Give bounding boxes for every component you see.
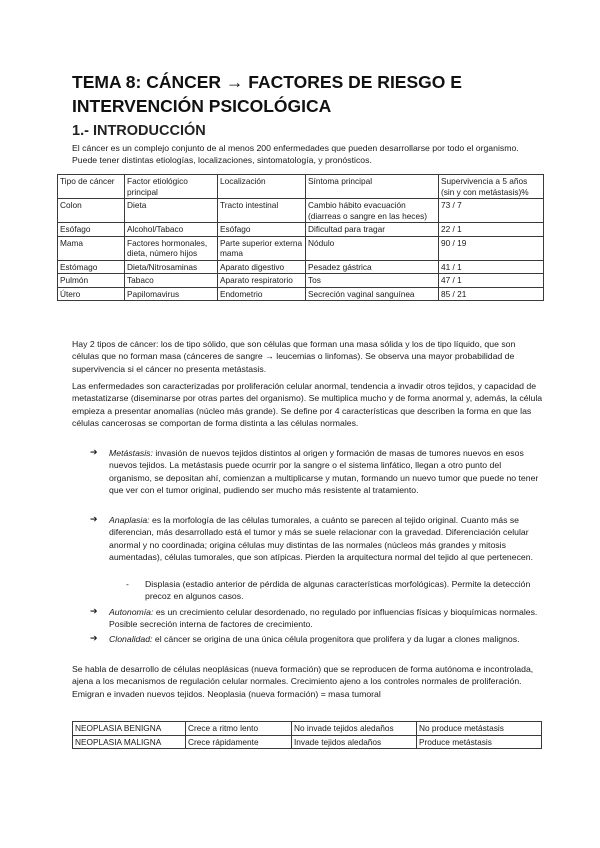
- table-cell: Tos: [306, 274, 439, 288]
- bullet-term: Anaplasia:: [109, 515, 150, 525]
- bullet-term: Autonomía:: [109, 607, 154, 617]
- table-cell: Dificultad para tragar: [306, 223, 439, 237]
- section-heading-introduccion: 1.- INTRODUCCIÓN: [72, 123, 206, 139]
- table-cell: Esófago: [218, 223, 306, 237]
- table-cell: Papilomavirus: [125, 287, 218, 301]
- table-cell: 90 / 19: [439, 236, 544, 260]
- sub-bullet-displasia: [126, 578, 546, 603]
- table-cell: NEOPLASIA MALIGNA: [73, 735, 186, 749]
- table-cell: Endometrio: [218, 287, 306, 301]
- bullet-term: Clonalidad:: [109, 634, 153, 644]
- table-cell: 41 / 1: [439, 260, 544, 274]
- table-cell: 47 / 1: [439, 274, 544, 288]
- table-cell: Pulmón: [58, 274, 125, 288]
- table-cell: Útero: [58, 287, 125, 301]
- table-cell: Tabaco: [125, 274, 218, 288]
- table-cell: Produce metástasis: [417, 735, 542, 749]
- two-types-paragraph: Hay 2 tipos de cáncer: los de tipo sólido, que son células que forman una masa sólida y los de tipo líquido, que son células que no forman masa (cánceres de sangre → leucemias o linfomas). Se observa una mayor probabilidad de supervivencia si el cáncer no presenta metástasis.: [72, 339, 516, 374]
- table-cell: Supervivencia a 5 años (sin y con metástasis)%: [439, 175, 544, 199]
- table-cell: Dieta: [125, 199, 218, 223]
- bullet-text: es un crecimiento celular desordenado, no regulado por influencias físicas y bioquímicas normales. Posible secreción interna de factores de crecimiento.: [109, 607, 538, 630]
- table-cell: Localización: [218, 175, 306, 199]
- bullet-term: Metástasis:: [109, 448, 153, 458]
- table-row: [73, 722, 542, 736]
- arrow-bullet-icon: ➔: [90, 515, 98, 525]
- dash-bullet-icon: -: [126, 579, 129, 589]
- arrow-bullet-icon: ➔: [90, 448, 98, 458]
- table-cell: Aparato digestivo: [218, 260, 306, 274]
- table-cell: NEOPLASIA BENIGNA: [73, 722, 186, 736]
- table-cell: Factores hormonales, dieta, número hijos: [125, 236, 218, 260]
- table-cell: Factor etiológico principal: [125, 175, 218, 199]
- table-cell: Pesadez gástrica: [306, 260, 439, 274]
- bullet-text: el cáncer se origina de una única célula progenitora que prolifera y da lugar a clones malignos.: [152, 634, 520, 644]
- cancer-types-table: [57, 174, 544, 301]
- table-cell: Mama: [58, 236, 125, 260]
- table-cell: 85 / 21: [439, 287, 544, 301]
- table-row: [58, 287, 544, 301]
- table-cell: Invade tejidos aledaños: [292, 735, 417, 749]
- table-cell: Aparato respiratorio: [218, 274, 306, 288]
- table-cell: Estómago: [58, 260, 125, 274]
- table-cell: Colon: [58, 199, 125, 223]
- document-title: TEMA 8: CÁNCER → FACTORES DE RIESGO E INTERVENCIÓN PSICOLÓGICA: [72, 72, 462, 116]
- table-cell: Alcohol/Tabaco: [125, 223, 218, 237]
- table-cell: 73 / 7: [439, 199, 544, 223]
- table-cell: Tracto intestinal: [218, 199, 306, 223]
- table-row: [58, 274, 544, 288]
- table-cell: Síntoma principal: [306, 175, 439, 199]
- table-row: [58, 223, 544, 237]
- table-cell: Nódulo: [306, 236, 439, 260]
- table-cell: Crece rápidamente: [186, 735, 292, 749]
- displasia-text: Displasia (estadio anterior de pérdida de algunas características morfológicas). Permite la detección precoz en algunos casos.: [145, 579, 531, 602]
- arrow-bullet-icon: ➔: [90, 634, 98, 644]
- table-row: [73, 735, 542, 749]
- table-cell: 22 / 1: [439, 223, 544, 237]
- table-cell: Parte superior externa mama: [218, 236, 306, 260]
- bullet-clonalidad: [90, 633, 546, 645]
- table-cell: No invade tejidos aledaños: [292, 722, 417, 736]
- neoplasia-table: [72, 721, 542, 749]
- table-cell: Crece a ritmo lento: [186, 722, 292, 736]
- table-cell: Dieta/Nitrosaminas: [125, 260, 218, 274]
- table-cell: Cambio hábito evacuación (diarreas o sangre en las heces): [306, 199, 439, 223]
- table-cell: No produce metástasis: [417, 722, 542, 736]
- table-row: [58, 260, 544, 274]
- neoplasia-paragraph: Se habla de desarrollo de células neoplásicas (nueva formación) que se reproducen de forma autónoma e incontrolada, ajena a los mecanismos de regulación celular normales. Crecimiento ajeno a los controles normales de proliferación. Emigran e invaden nuevos tejidos. Neoplasia (nueva formación) = masa tumoral: [72, 664, 534, 699]
- table-cell: Esófago: [58, 223, 125, 237]
- bullet-text: es la morfología de las células tumorales, a cuánto se parecen al tejido original. Cuanto más se diferencian, más desarrollado está el tumor y más se suele relacionar con la gravedad. Diferenciación celular anormal y no coordinada; origina células muy distintas de las normales (núcleos más grandes y mitosis aumentadas), células tumorales, que son atípicas. Pierden la arquitectura normal del tejido al que pertenecen.: [109, 515, 534, 563]
- table-row: [58, 236, 544, 260]
- table-cell: Secreción vaginal sanguínea: [306, 287, 439, 301]
- table-cell: Tipo de cáncer: [58, 175, 125, 199]
- bullet-text: invasión de nuevos tejidos distintos al origen y formación de masas de tumores nuevos en esos nuevos tejidos. La metástasis puede ocurrir por la sangre o el sistema linfático, llegan a otro punto del organismo, se depositan ahí, comienzan a multiplicarse y mutan, formando un nuevo tumor que puede no tener que ver con el tumor original, pudiendo ser mucho más resistente al tratamiento.: [109, 448, 539, 496]
- table-row: [58, 199, 544, 223]
- bullet-anaplasia: [90, 514, 546, 564]
- bullet-autonomia: [90, 606, 546, 631]
- intro-paragraph: El cáncer es un complejo conjunto de al menos 200 enfermedades que pueden desarrollarse por todo el organismo. Puede tener distintas etiologías, localizaciones, sintomatología, y pronósticos.: [72, 143, 519, 166]
- characteristics-paragraph: Las enfermedades son caracterizadas por proliferación celular anormal, tendencia a invadir otros tejidos, y capacidad de metastatizarse (diseminarse por otras partes del organismo). Se multiplica mucho y de forma anormal y, además, la célula empieza a presentar anomalías (núcleo más grande). Se define por 4 características que describen la forma en que las células cancerosas se comportan de forma distinta a las células normales.: [72, 381, 543, 429]
- bullet-metastasis: [90, 447, 546, 497]
- table-header-row: [58, 175, 544, 199]
- arrow-bullet-icon: ➔: [90, 607, 98, 617]
